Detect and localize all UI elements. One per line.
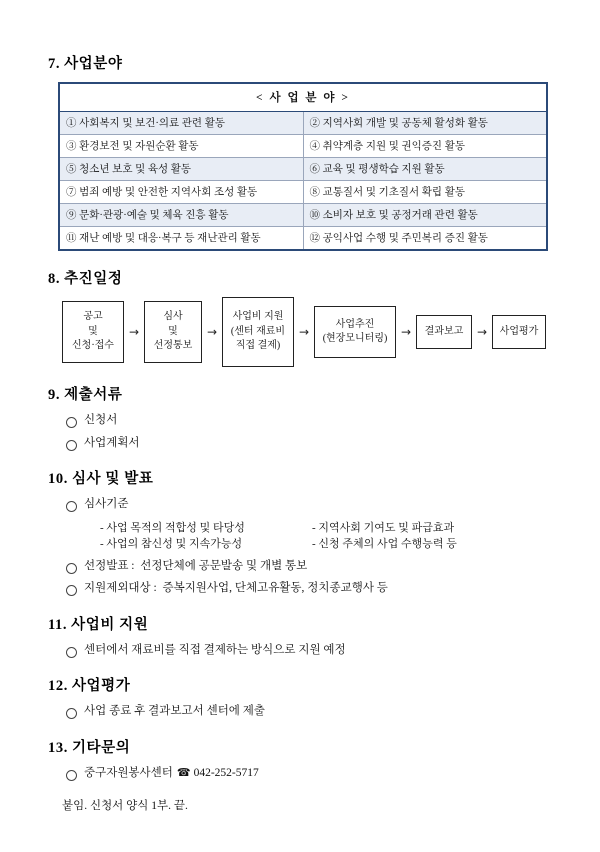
telephone-icon: ☎ — [176, 765, 191, 779]
flow-step-2-line-2: 및 — [168, 325, 178, 337]
section-heading-9 — [48, 383, 552, 404]
field-cell: ⑤ 청소년 보호 및 육성 활동 — [59, 158, 303, 181]
table-row — [59, 204, 547, 227]
document-content — [48, 52, 552, 813]
flow-step-3-line-3: 직접 결제) — [235, 340, 281, 352]
attachment-footnote: 붙임. 신청서 양식 1부. 끝. — [62, 800, 188, 813]
funding-list — [66, 643, 552, 659]
section-heading-13 — [48, 736, 552, 757]
section-heading-11 — [48, 613, 552, 634]
section-number-12: 12. — [48, 678, 68, 695]
flow-step-4-line-1: 사업추진 — [335, 318, 375, 330]
flow-step-4 — [314, 306, 396, 358]
table-row — [59, 112, 547, 135]
flow-arrow-icon: → — [128, 325, 140, 339]
flow-arrow-icon: → — [298, 325, 310, 339]
section-evaluation — [48, 674, 552, 720]
section-heading-12 — [48, 674, 552, 695]
section-submit-docs — [48, 383, 552, 451]
section-funding — [48, 613, 552, 659]
list-item-label: 심사기준 — [84, 498, 129, 511]
circle-bullet-icon — [66, 708, 77, 719]
circle-bullet-icon — [66, 647, 77, 658]
section-business-fields — [48, 52, 552, 251]
section-number-10: 10. — [48, 471, 68, 488]
section-number-9: 9. — [48, 387, 61, 403]
section-review — [48, 467, 552, 597]
flow-step-6 — [492, 315, 546, 349]
flow-step-1-line-1: 공고 — [83, 311, 103, 323]
criteria-right: - 지역사회 기여도 및 파급효과 — [312, 521, 455, 534]
criteria-row — [100, 536, 552, 553]
list-item — [66, 436, 552, 452]
section-title-8: 추진일정 — [64, 271, 123, 287]
schedule-flow-diagram — [62, 297, 552, 367]
field-cell: ③ 환경보전 및 자원순환 활동 — [59, 135, 303, 158]
flow-step-1-line-2: 및 — [88, 325, 98, 337]
section-title-12: 사업평가 — [71, 678, 131, 695]
field-cell: ⑫ 공익사업 수행 및 주민복리 증진 활동 — [303, 227, 547, 251]
business-fields-table-wrap — [58, 82, 548, 251]
table-row — [59, 158, 547, 181]
list-item — [66, 581, 552, 597]
business-fields-table — [58, 82, 548, 251]
flow-step-1 — [62, 301, 124, 363]
flow-arrow-icon: → — [476, 325, 488, 339]
field-cell: ⑧ 교통질서 및 기초질서 확립 활동 — [303, 181, 547, 204]
list-item-label: 신청서 — [84, 414, 118, 426]
section-schedule — [48, 267, 552, 367]
list-item — [66, 413, 552, 429]
field-cell: ⑦ 범죄 예방 및 안전한 지역사회 조성 활동 — [59, 181, 303, 204]
table-caption-row — [59, 83, 547, 112]
flow-arrow-icon: → — [206, 325, 218, 339]
list-item — [66, 643, 552, 659]
list-item — [66, 497, 552, 513]
circle-bullet-icon — [66, 585, 77, 596]
list-item-label: 사업계획서 — [84, 436, 140, 449]
table-row — [59, 227, 547, 251]
flow-step-1-line-3: 신청·접수 — [72, 340, 114, 352]
section-number-11: 11. — [48, 616, 68, 633]
field-cell: ⑩ 소비자 보호 및 공정거래 관련 활동 — [303, 204, 547, 227]
table-row — [59, 135, 547, 158]
section-title-7: 사업분야 — [64, 56, 123, 72]
criteria-right: - 신청 주체의 사업 수행능력 등 — [312, 538, 457, 551]
section-heading-7 — [48, 52, 552, 73]
section-contact — [48, 736, 552, 782]
list-item-label: 선정발표 : 선정단체에 공문발송 및 개별 통보 — [84, 559, 308, 572]
criteria-left: - 사업 목적의 적합성 및 타당성 — [100, 521, 245, 534]
list-item — [66, 766, 552, 782]
circle-bullet-icon — [66, 501, 77, 512]
criteria-left: - 사업의 참신성 및 지속가능성 — [100, 538, 243, 551]
submit-docs-list — [66, 413, 552, 451]
table-caption: < 사 업 분 야 > — [59, 83, 547, 112]
flow-step-3-line-2: (센터 재료비 — [230, 325, 286, 337]
flow-step-3 — [222, 297, 294, 367]
evaluation-list — [66, 704, 552, 720]
field-cell: ⑪ 재난 예방 및 대응·복구 등 재난관리 활동 — [59, 227, 303, 251]
circle-bullet-icon — [66, 440, 77, 451]
flow-step-3-line-1: 사업비 지원 — [232, 311, 284, 323]
section-heading-10 — [48, 467, 552, 488]
contact-center-label: 중구자원봉사센터 — [84, 766, 173, 779]
flow-step-2-line-1: 심사 — [163, 311, 183, 323]
list-item — [66, 704, 552, 720]
field-cell: ② 지역사회 개발 및 공동체 활성화 활동 — [303, 112, 547, 135]
flow-arrow-icon: → — [400, 325, 412, 339]
section-title-10: 심사 및 발표 — [71, 471, 154, 488]
circle-bullet-icon — [66, 563, 77, 574]
list-item — [66, 559, 552, 575]
section-number-7: 7. — [48, 56, 61, 72]
flow-step-5-line-1: 결과보고 — [424, 325, 464, 337]
section-title-9: 제출서류 — [64, 387, 123, 403]
contact-list — [66, 766, 552, 782]
field-cell: ① 사회복지 및 보건·의료 관련 활동 — [59, 112, 303, 135]
section-number-8: 8. — [48, 271, 61, 287]
review-list — [66, 497, 552, 597]
flow-step-5 — [416, 315, 472, 349]
section-title-11: 사업비 지원 — [71, 616, 149, 633]
table-row — [59, 181, 547, 204]
flow-step-4-line-2: (현장모니터링) — [322, 333, 388, 344]
list-item-label: 센터에서 재료비를 직접 결제하는 방식으로 지원 예정 — [84, 643, 346, 656]
list-item-label: 사업 종료 후 결과보고서 센터에 제출 — [84, 705, 266, 718]
flow-step-2 — [144, 301, 202, 363]
section-number-13: 13. — [48, 739, 68, 756]
section-heading-8 — [48, 267, 552, 288]
criteria-row — [100, 520, 552, 537]
list-item-label: 지원제외대상 : 증복지원사업, 단체고유활동, 정치종교행사 등 — [84, 582, 388, 595]
contact-phone-number: 042-252-5717 — [193, 766, 259, 779]
field-cell: ⑥ 교육 및 평생학습 지원 활동 — [303, 158, 547, 181]
review-criteria — [100, 520, 552, 553]
section-title-13: 기타문의 — [71, 739, 131, 756]
circle-bullet-icon — [66, 770, 77, 781]
flow-step-2-line-3: 선정통보 — [153, 340, 193, 352]
field-cell: ⑨ 문화·관광·예술 및 체육 진흥 활동 — [59, 204, 303, 227]
circle-bullet-icon — [66, 417, 77, 428]
flow-step-6-line-1: 사업평가 — [499, 325, 539, 337]
field-cell: ④ 취약계층 지원 및 권익증진 활동 — [303, 135, 547, 158]
